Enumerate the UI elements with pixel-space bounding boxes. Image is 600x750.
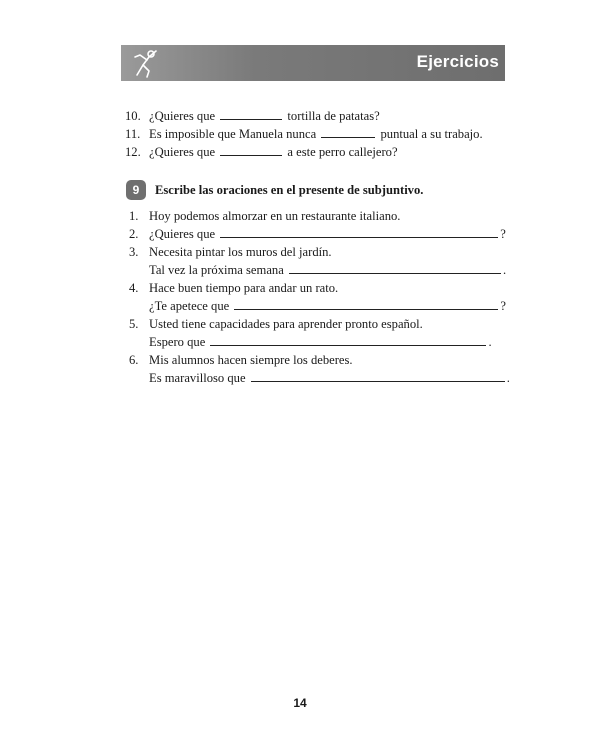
item-end-punctuation: ? bbox=[500, 299, 506, 313]
item-number: 3. bbox=[129, 245, 139, 259]
page-number: 14 bbox=[293, 696, 307, 710]
item-number: 10. bbox=[125, 109, 141, 123]
item-text-before: ¿Quieres que bbox=[149, 109, 216, 123]
item-sentence: Mis alumnos hacen siempre los deberes. bbox=[149, 353, 353, 367]
item-end-punctuation: . bbox=[502, 263, 507, 277]
item-end-punctuation: . bbox=[506, 371, 510, 385]
answer-blank[interactable] bbox=[251, 370, 505, 382]
answer-blank[interactable] bbox=[220, 226, 498, 238]
item-prompt: ¿Quieres que bbox=[149, 227, 216, 241]
item-number: 6. bbox=[129, 353, 139, 367]
item-number: 4. bbox=[129, 281, 139, 295]
item-sentence: Hoy podemos almorzar en un restaurante italiano. bbox=[149, 209, 401, 223]
item-text-before: ¿Quieres que bbox=[149, 145, 216, 159]
stretching-person-icon bbox=[129, 47, 163, 79]
item-text-after: tortilla de patatas? bbox=[287, 109, 380, 123]
item-sentence: Necesita pintar los muros del jardín. bbox=[149, 245, 332, 259]
item-number: 11. bbox=[125, 127, 141, 141]
answer-blank[interactable] bbox=[289, 262, 501, 274]
item-text-after: puntual a su trabajo. bbox=[380, 127, 483, 141]
item-prompt: Espero que bbox=[149, 335, 206, 349]
item-number: 12. bbox=[125, 145, 141, 159]
header-title: Ejercicios bbox=[416, 52, 499, 71]
item-number: 1. bbox=[129, 209, 139, 223]
item-sentence: Usted tiene capacidades para aprender pronto español. bbox=[149, 317, 423, 331]
answer-blank[interactable] bbox=[234, 298, 498, 310]
item-text-before: Es imposible que Manuela nunca bbox=[149, 127, 317, 141]
item-prompt: Es maravilloso que bbox=[149, 371, 246, 385]
item-prompt: Tal vez la próxima semana bbox=[149, 263, 284, 277]
exercise-number-badge: 9 bbox=[126, 180, 146, 200]
answer-blank[interactable] bbox=[321, 126, 375, 138]
header-bar bbox=[121, 45, 505, 81]
answer-blank[interactable] bbox=[220, 144, 282, 156]
item-text-after: a este perro callejero? bbox=[287, 145, 398, 159]
answer-blank[interactable] bbox=[220, 108, 282, 120]
exercise-instruction: Escribe las oraciones en el presente de subjuntivo. bbox=[155, 183, 424, 197]
item-number: 5. bbox=[129, 317, 139, 331]
item-number: 2. bbox=[129, 227, 139, 241]
answer-blank[interactable] bbox=[210, 334, 486, 346]
item-end-punctuation: . bbox=[488, 335, 492, 349]
item-sentence: Hace buen tiempo para andar un rato. bbox=[149, 281, 339, 295]
item-prompt: ¿Te apetece que bbox=[149, 299, 230, 313]
item-end-punctuation: ? bbox=[500, 227, 506, 241]
